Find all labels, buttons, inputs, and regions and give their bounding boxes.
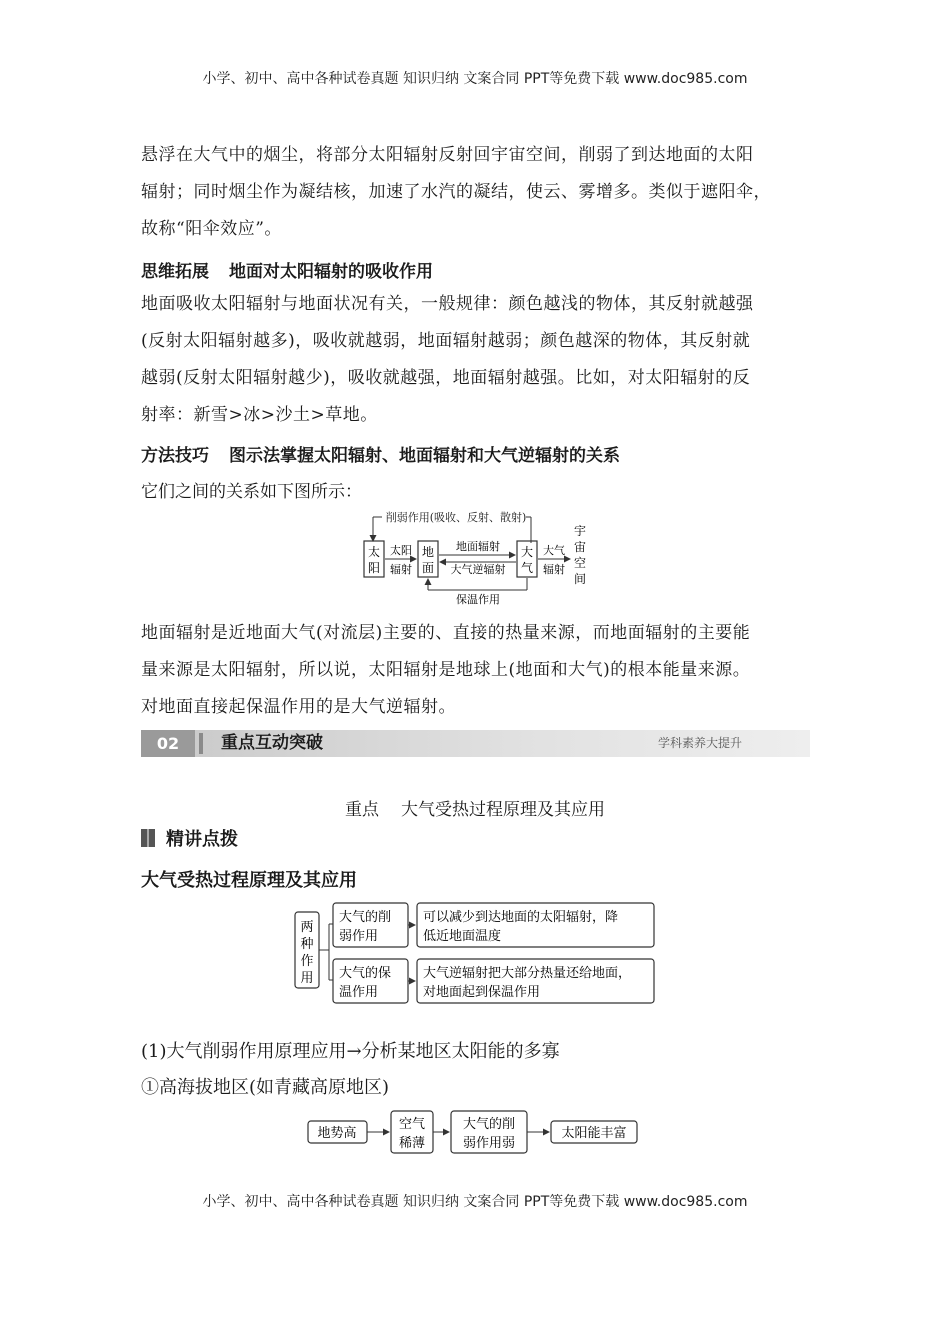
subheading: 大气受热过程原理及其应用 xyxy=(141,870,357,891)
two-functions-diagram xyxy=(293,898,658,1008)
root-char: 两 xyxy=(300,920,314,935)
space-char: 宇 xyxy=(573,524,587,538)
atmosphere-char: 气 xyxy=(520,561,534,575)
flow-step-text: 弱作用弱 xyxy=(462,1136,516,1151)
weakening-desc: 可以减少到达地面的太阳辐射，降 xyxy=(423,910,619,925)
atmospheric-radiation-label: 辐射 xyxy=(543,563,565,576)
flow-step-text: 地势高 xyxy=(317,1126,357,1141)
counter-radiation-label: 大气逆辐射 xyxy=(450,563,506,576)
solar-radiation-label: 太阳 xyxy=(390,544,412,557)
insulation-name: 大气的保 xyxy=(339,966,392,981)
sun-char: 阳 xyxy=(367,561,381,575)
section-marker-icon xyxy=(141,829,155,847)
flow-step-text: 稀薄 xyxy=(398,1136,426,1151)
application-1-case: ①高海拔地区(如青藏高原地区) xyxy=(141,1077,390,1098)
banner-separator xyxy=(199,733,203,754)
heading-title: 图示法掌握太阳辐射、地面辐射和大气逆辐射的关系 xyxy=(229,446,620,466)
insulation-desc: 大气逆辐射把大部分热量还给地面， xyxy=(423,966,632,981)
paragraph-umbrella-effect xyxy=(141,137,821,248)
key-point-label: 重点 xyxy=(345,800,379,820)
ground-radiation-label: 地面辐射 xyxy=(456,540,500,553)
weakening-name: 大气的削 xyxy=(339,910,392,925)
insulation-label: 保温作用 xyxy=(456,593,500,606)
diagram-intro: 它们之间的关系如下图所示： xyxy=(141,482,362,502)
atmosphere-char: 大 xyxy=(520,545,534,559)
banner-subtitle: 学科素养大提升 xyxy=(657,736,742,750)
paragraph-ground-absorption xyxy=(141,286,821,434)
section-banner xyxy=(141,730,810,757)
ground-char: 地 xyxy=(421,545,435,559)
text-line: 故称“阳伞效应”。 xyxy=(141,219,282,239)
section-title: 精讲点拨 xyxy=(166,829,238,850)
space-char: 空 xyxy=(573,556,587,570)
text-line: 地面辐射是近地面大气(对流层)主要的、直接的热量来源，而地面辐射的主要能 xyxy=(141,623,751,643)
space-char: 宙 xyxy=(573,540,587,554)
atmospheric-radiation-label: 大气 xyxy=(543,544,565,557)
flow-step-text: 太阳能丰富 xyxy=(561,1126,627,1141)
text-line: 地面吸收太阳辐射与地面状况有关，一般规律：颜色越浅的物体，其反射就越强 xyxy=(141,294,754,314)
root-char: 作 xyxy=(300,954,314,969)
page-footer: 小学、初中、高中各种试卷真题 知识归纳 文案合同 PPT等免费下载 www.doc985.com xyxy=(202,1194,748,1210)
insulation-name: 温作用 xyxy=(339,985,379,1000)
text-line: 对地面直接起保温作用的是大气逆辐射。 xyxy=(141,697,456,717)
weakening-desc: 低近地面温度 xyxy=(423,929,502,944)
heading-label: 方法技巧 xyxy=(141,446,209,466)
banner-title: 重点互动突破 xyxy=(221,733,323,753)
text-line: 射率：新雪>冰>沙土>草地。 xyxy=(141,405,378,425)
ground-char: 面 xyxy=(421,561,435,575)
heading-method-tips xyxy=(141,441,620,466)
key-point-text: 大气受热过程原理及其应用 xyxy=(401,800,605,820)
text-line: 量来源是太阳辐射，所以说，太阳辐射是地球上(地面和大气)的根本能量来源。 xyxy=(141,660,751,680)
insulation-desc: 对地面起到保温作用 xyxy=(423,985,541,1000)
weakening-name: 弱作用 xyxy=(339,929,379,944)
space-char: 间 xyxy=(573,572,587,586)
application-1: (1)大气削弱作用原理应用→分析某地区太阳能的多寡 xyxy=(141,1041,560,1062)
solar-radiation-label: 辐射 xyxy=(390,563,412,576)
root-char: 用 xyxy=(300,971,314,986)
text-line: (反射太阳辐射越多)，吸收就越弱，地面辐射越弱；颜色越深的物体，其反射就 xyxy=(141,331,751,351)
plateau-flow-diagram xyxy=(305,1108,645,1156)
text-line: 越弱(反射太阳辐射越少)，吸收就越强，地面辐射越强。比如，对太阳辐射的反 xyxy=(141,368,751,388)
sun-char: 太 xyxy=(367,545,381,559)
text-line: 辐射；同时烟尘作为凝结核，加速了水汽的凝结，使云、雾增多。类似于遮阳伞， xyxy=(141,182,771,202)
heading-label: 思维拓展 xyxy=(141,262,209,282)
page-header: 小学、初中、高中各种试卷真题 知识归纳 文案合同 PPT等免费下载 www.doc985.com xyxy=(202,71,748,87)
radiation-diagram xyxy=(356,505,596,609)
heading-thinking-extension xyxy=(141,257,433,282)
text-line: 悬浮在大气中的烟尘，将部分太阳辐射反射回宇宙空间，削弱了到达地面的太阳 xyxy=(141,145,754,165)
heading-title: 地面对太阳辐射的吸收作用 xyxy=(229,262,433,282)
flow-step-text: 大气的削 xyxy=(462,1117,516,1132)
paragraph-ground-radiation xyxy=(141,615,821,726)
flow-step-text: 空气 xyxy=(398,1117,426,1132)
root-char: 种 xyxy=(300,937,314,952)
key-point-title xyxy=(0,795,950,820)
weakening-label: 削弱作用(吸收、反射、散射) xyxy=(385,511,527,524)
banner-number: 02 xyxy=(141,730,195,757)
